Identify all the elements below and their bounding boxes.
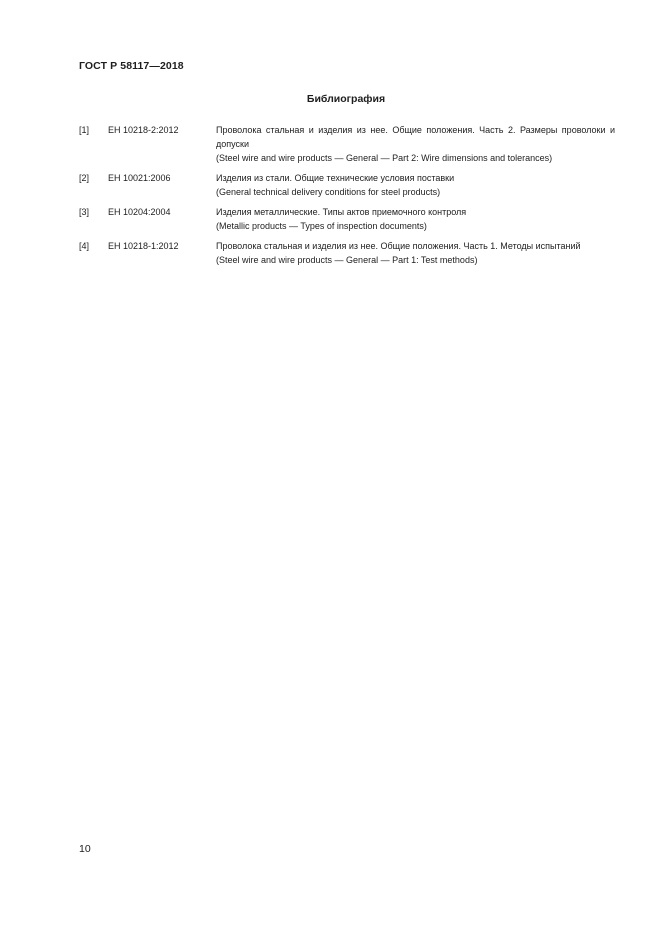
entry-number: [2] <box>79 173 90 183</box>
bibliography-entry <box>79 239 615 267</box>
entry-text <box>216 171 615 199</box>
entry-number: [4] <box>79 241 90 251</box>
page-number: 10 <box>79 843 91 855</box>
entry-title-ru: Проволока стальная и изделия из нее. Общие положения. Часть 1. Методы испытаний <box>216 241 581 251</box>
bibliography-entry <box>79 205 615 233</box>
entry-text <box>216 123 615 165</box>
entry-standard-code: ЕН 10204:2004 <box>108 207 171 217</box>
entry-title-ru: Изделия металлические. Типы актов приемочного контроля <box>216 207 467 217</box>
entry-number: [3] <box>79 207 90 217</box>
bibliography-entry <box>79 123 615 165</box>
bibliography-list <box>79 123 615 267</box>
entry-title-ru: Проволока стальная и изделия из нее. Общие положения. Часть 2. Размеры проволоки и допуски <box>216 125 615 149</box>
page-title: Библиография <box>306 93 386 105</box>
entry-standard-code: ЕН 10218-1:2012 <box>108 241 179 251</box>
entry-title-en: (General technical delivery conditions for steel products) <box>216 187 441 197</box>
entry-title-en: (Metallic products — Types of inspection documents) <box>216 221 427 231</box>
entry-number: [1] <box>79 125 90 135</box>
entry-standard-code: ЕН 10021:2006 <box>108 173 171 183</box>
entry-title-en: (Steel wire and wire products — General — Part 1: Test methods) <box>216 255 478 265</box>
entry-text <box>216 205 615 233</box>
entry-title-ru: Изделия из стали. Общие технические условия поставки <box>216 173 455 183</box>
entry-title-en: (Steel wire and wire products — General — Part 2: Wire dimensions and tolerances) <box>216 153 553 163</box>
entry-standard-code: ЕН 10218-2:2012 <box>108 125 179 135</box>
bibliography-entry <box>79 171 615 199</box>
entry-text <box>216 239 615 267</box>
document-code-header: ГОСТ Р 58117—2018 <box>79 60 184 72</box>
